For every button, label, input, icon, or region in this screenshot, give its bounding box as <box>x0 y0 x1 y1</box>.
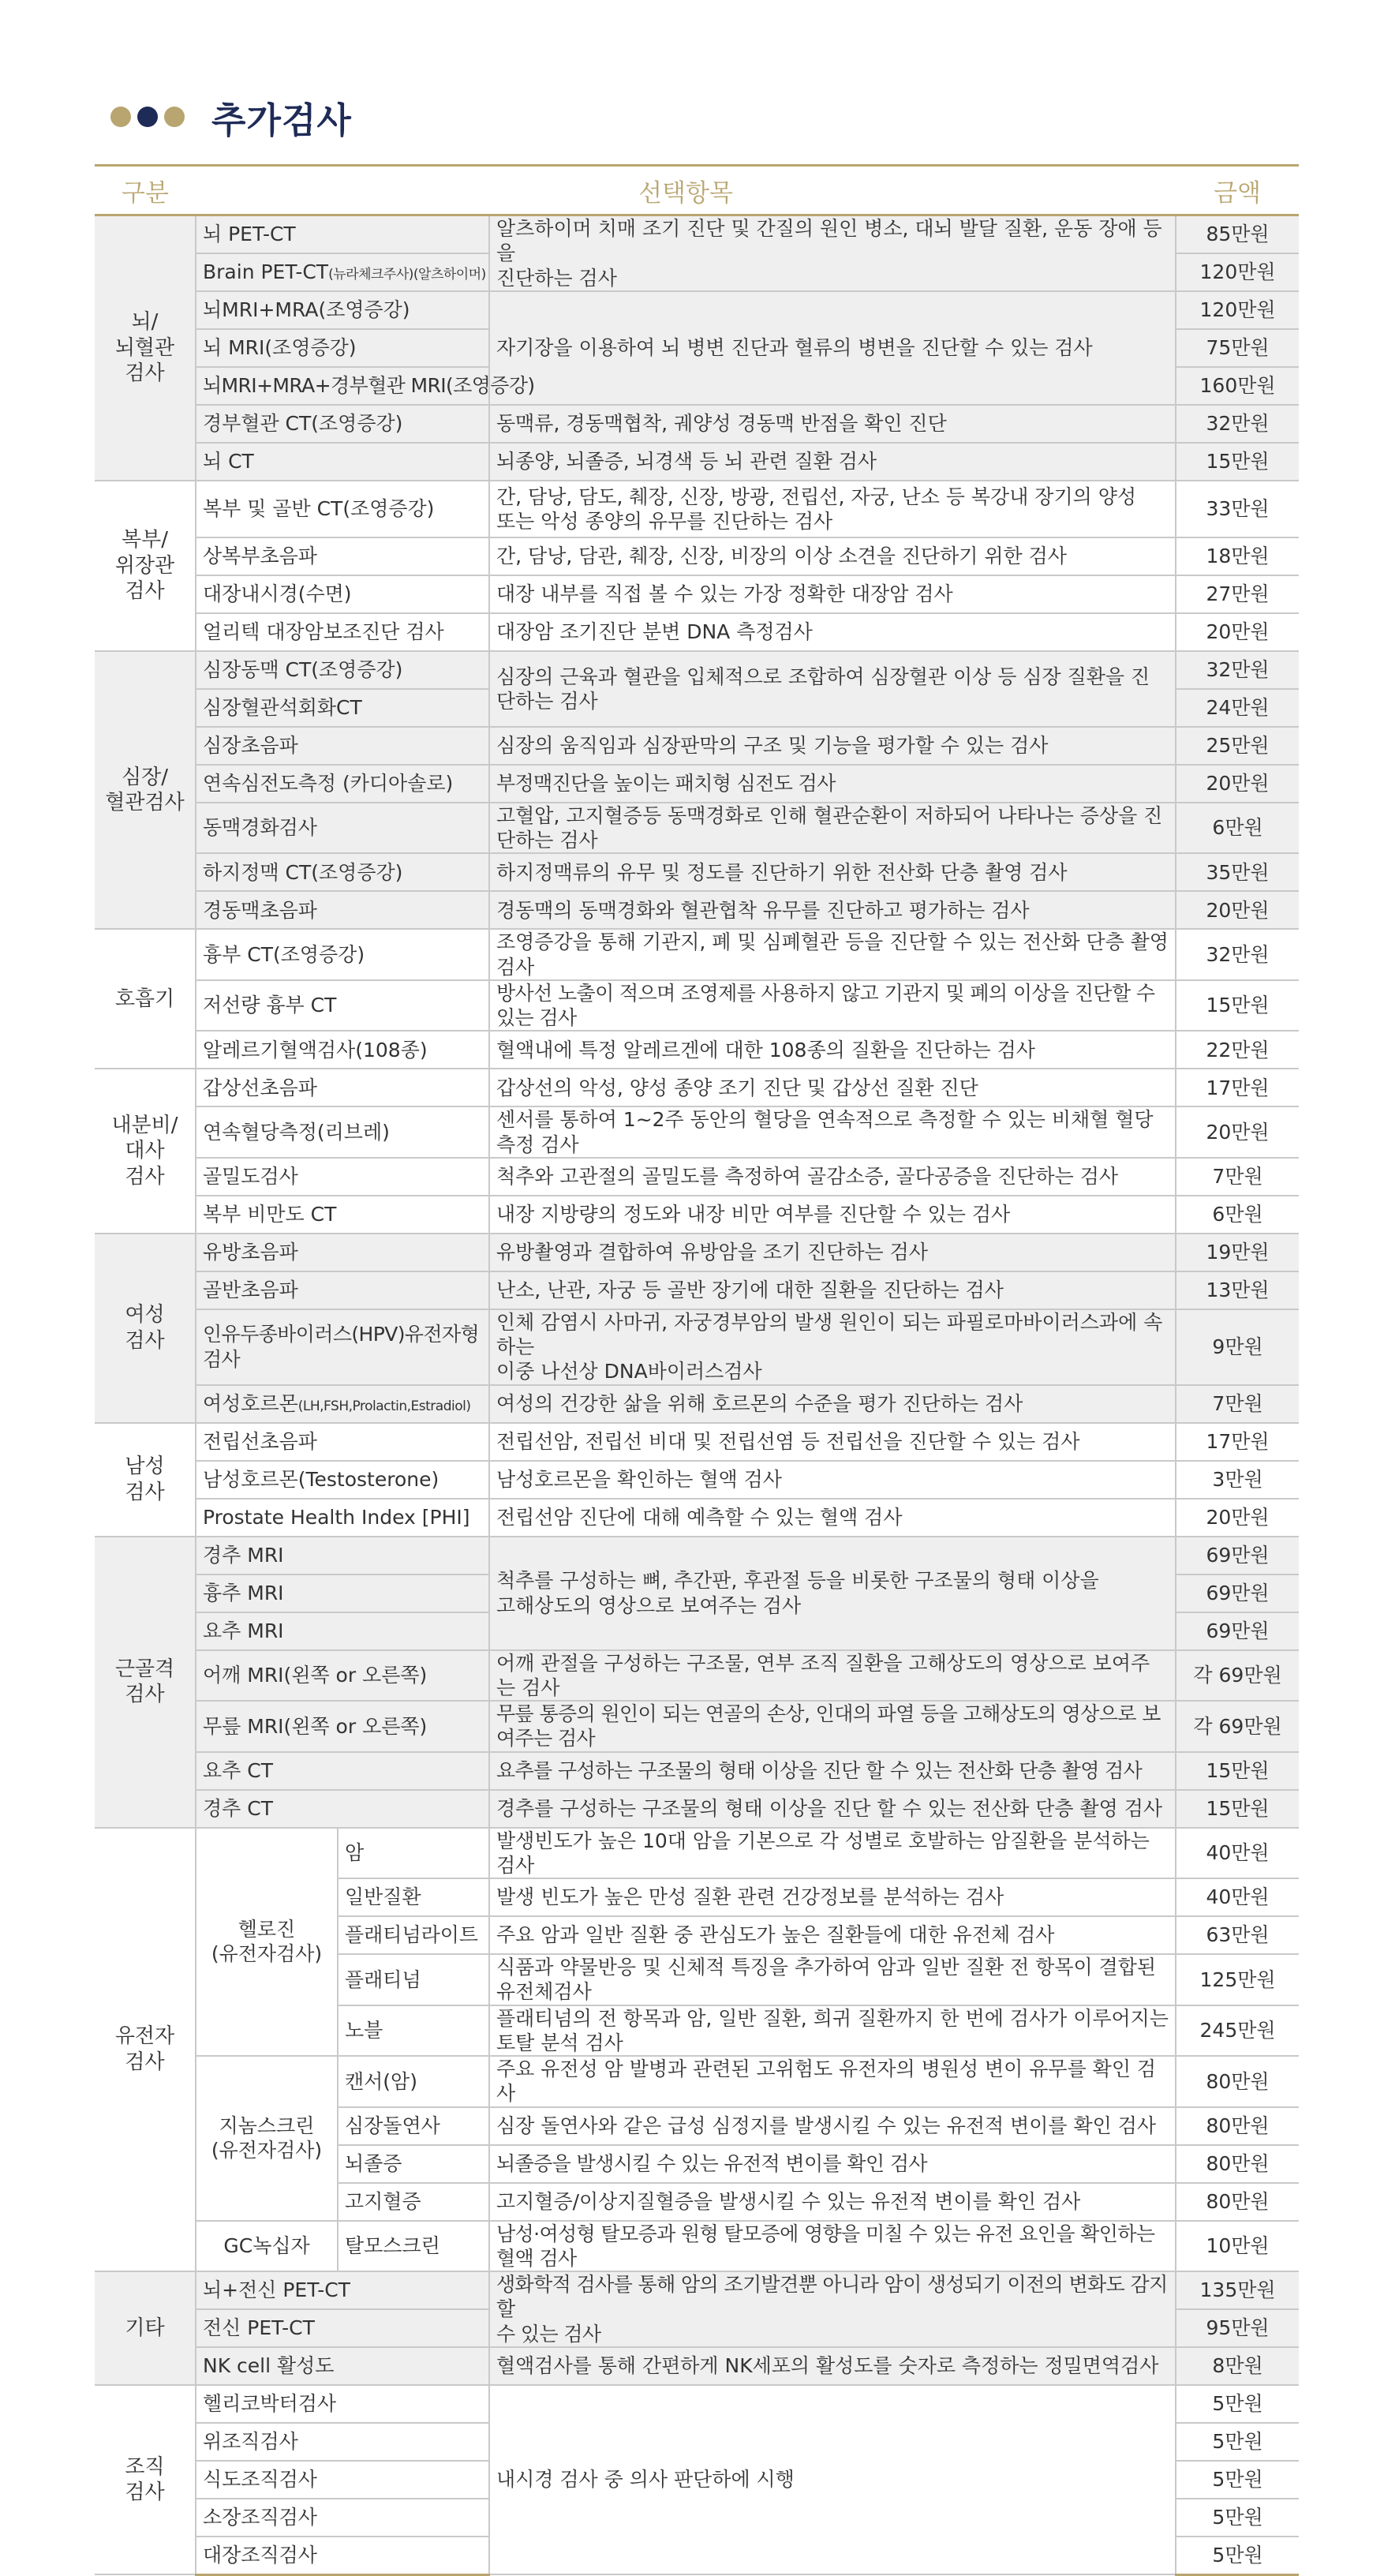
category-cell: 조직 검사 <box>95 2385 196 2574</box>
item-name: 어깨 MRI(왼쪽 or 오른쪽) <box>203 1664 428 1687</box>
item-name: 동맥경화검사 <box>203 816 317 840</box>
table-row <box>95 443 1299 481</box>
table-row <box>95 1790 1299 1828</box>
item-description: 전립선암 진단에 대해 예측할 수 있는 혈액 검사 <box>489 1499 1176 1537</box>
table-row <box>95 1461 1299 1499</box>
price-cell: 80만원 <box>1176 2145 1299 2183</box>
item-name-cell <box>196 1271 489 1309</box>
item-name-cell <box>196 1461 489 1499</box>
item-name-cell <box>196 891 489 929</box>
item-name-cell <box>338 1954 489 2005</box>
price-cell: 17만원 <box>1176 1069 1299 1106</box>
price-cell: 40만원 <box>1176 1828 1299 1879</box>
item-name: 요추 MRI <box>203 1619 284 1642</box>
item-name-cell <box>196 1499 489 1537</box>
item-name-cell <box>196 405 489 443</box>
item-name-cell <box>196 537 489 575</box>
item-name-cell <box>338 1878 489 1916</box>
item-name-cell <box>196 1790 489 1828</box>
item-name-cell <box>196 1196 489 1234</box>
item-name: 갑상선초음파 <box>203 1076 317 1099</box>
item-name-cell <box>338 2107 489 2145</box>
item-name-cell <box>196 1650 489 1702</box>
category-cell: 뇌/ 뇌혈관 검사 <box>95 215 196 481</box>
table-row <box>95 2056 1299 2107</box>
item-name-cell <box>338 1916 489 1954</box>
item-name: 골밀도검사 <box>203 1165 298 1189</box>
price-cell: 7만원 <box>1176 1158 1299 1196</box>
table-row <box>95 1423 1299 1461</box>
price-cell: 5만원 <box>1176 2537 1299 2574</box>
item-description: 인체 감염시 사마귀, 자궁경부암의 발생 원인이 되는 파필로마바이러스과에 속하는 이중 나선상 DNA바이러스검사 <box>489 1309 1176 1385</box>
price-cell: 69만원 <box>1176 1574 1299 1612</box>
table-row <box>95 2385 1299 2423</box>
table-row <box>95 1196 1299 1234</box>
item-name-cell <box>196 2385 489 2423</box>
category-cell: 남성 검사 <box>95 1423 196 1537</box>
item-name-cell <box>196 2309 489 2347</box>
item-name: 암 <box>345 1841 365 1865</box>
category-cell: 기타 <box>95 2271 196 2385</box>
item-name-cell <box>196 1574 489 1612</box>
item-name-note: (LH,FSH,Prolactin,Estradiol) <box>297 1398 471 1414</box>
item-name-cell <box>196 613 489 651</box>
item-description: 척추를 구성하는 뼈, 추간판, 후관절 등을 비롯한 구조물의 형태 이상을 고해상도의 영상으로 보여주는 검사 <box>489 1537 1176 1650</box>
dot-icon <box>110 107 131 127</box>
price-cell: 19만원 <box>1176 1234 1299 1271</box>
item-description: 내장 지방량의 정도와 내장 비만 여부를 진단할 수 있는 검사 <box>489 1196 1176 1234</box>
table-row <box>95 891 1299 929</box>
item-description: 주요 유전성 암 발병과 관련된 고위험도 유전자의 병원성 변이 유무를 확인 검사 <box>489 2056 1176 2107</box>
item-name: Prostate Health Index [PHI] <box>203 1505 470 1529</box>
subcategory-cell: GC녹십자 <box>196 2221 338 2272</box>
price-cell: 20만원 <box>1176 765 1299 803</box>
item-name: 탈모스크린 <box>345 2234 440 2258</box>
price-cell: 6만원 <box>1176 1196 1299 1234</box>
item-name: 흉부 CT(조영증강) <box>203 942 365 966</box>
dot-icon <box>137 107 158 127</box>
price-cell: 69만원 <box>1176 1612 1299 1650</box>
item-name-cell <box>196 1234 489 1271</box>
item-name-cell <box>196 2271 489 2309</box>
item-description: 식품과 약물반응 및 신체적 특징을 추가하여 암과 일반 질환 전 항목이 결합된 유전체검사 <box>489 1954 1176 2005</box>
table-row <box>95 481 1299 537</box>
item-description: 고지혈증/이상지질혈증을 발생시킬 수 있는 유전적 변이를 확인 검사 <box>489 2183 1176 2221</box>
item-description: 생화학적 검사를 통해 암의 조기발견뿐 아니라 암이 생성되기 이전의 변화도 감지할 수 있는 검사 <box>489 2271 1176 2347</box>
item-name-cell <box>338 2183 489 2221</box>
price-cell: 69만원 <box>1176 1537 1299 1574</box>
item-name-cell <box>196 2347 489 2385</box>
item-name-cell <box>196 2537 489 2574</box>
item-name: 남성호르몬(Testosterone) <box>203 1467 440 1491</box>
table-row <box>95 1385 1299 1423</box>
table-row <box>95 803 1299 854</box>
table-row <box>95 291 1299 329</box>
item-name: 헬리코박터검사 <box>203 2392 337 2416</box>
item-description: 뇌종양, 뇌졸증, 뇌경색 등 뇌 관련 질환 검사 <box>489 443 1176 481</box>
price-cell: 160만원 <box>1176 367 1299 405</box>
table-row <box>95 215 1299 253</box>
item-name: 전신 PET-CT <box>203 2316 315 2340</box>
item-description: 부정맥진단을 높이는 패치형 심전도 검사 <box>489 765 1176 803</box>
table-row <box>95 1271 1299 1309</box>
category-cell: 내분비/ 대사 검사 <box>95 1069 196 1234</box>
item-name: 흉추 MRI <box>203 1581 284 1604</box>
item-name-cell <box>338 2145 489 2183</box>
price-cell: 15만원 <box>1176 1790 1299 1828</box>
price-cell: 18만원 <box>1176 537 1299 575</box>
item-name: 뇌+전신 PET-CT <box>203 2278 350 2302</box>
item-name: 뇌졸증 <box>345 2151 402 2175</box>
item-name: 심장혈관석회화CT <box>203 696 362 720</box>
item-description: 뇌졸증을 발생시킬 수 있는 유전적 변이를 확인 검사 <box>489 2145 1176 2183</box>
item-name: 경추 MRI <box>203 1543 284 1567</box>
price-cell: 40만원 <box>1176 1878 1299 1916</box>
item-name: NK cell 활성도 <box>203 2354 335 2378</box>
item-description: 자기장을 이용하여 뇌 병변 진단과 혈류의 병변을 진단할 수 있는 검사 <box>489 291 1176 405</box>
item-name-cell <box>196 1106 489 1158</box>
item-name-cell <box>196 2461 489 2499</box>
category-cell: 복부/ 위장관 검사 <box>95 481 196 651</box>
item-description: 센서를 통하여 1~2주 동안의 혈당을 연속적으로 측정할 수 있는 비채혈 혈당 측정 검사 <box>489 1106 1176 1158</box>
item-description: 방사선 노출이 적으며 조영제를 사용하지 않고 기관지 및 폐의 이상을 진단할 수 있는 검사 <box>489 980 1176 1032</box>
price-cell: 9만원 <box>1176 1309 1299 1385</box>
price-cell: 17만원 <box>1176 1423 1299 1461</box>
item-name: 식도조직검사 <box>203 2468 317 2492</box>
price-cell: 22만원 <box>1176 1031 1299 1069</box>
item-description: 알츠하이머 치매 조기 진단 및 간질의 원인 병소, 대뇌 발달 질환, 운동 장애 등을 진단하는 검사 <box>489 215 1176 291</box>
category-cell: 호흡기 <box>95 929 196 1069</box>
item-description: 대장 내부를 직접 볼 수 있는 가장 정확한 대장암 검사 <box>489 575 1176 613</box>
item-description: 갑상선의 악성, 양성 종양 조기 진단 및 갑상선 질환 진단 <box>489 1069 1176 1106</box>
price-cell: 33만원 <box>1176 481 1299 537</box>
price-cell: 32만원 <box>1176 651 1299 689</box>
item-description: 간, 담낭, 담도, 췌장, 신장, 방광, 전립선, 자궁, 난소 등 복강내 장기의 양성 또는 악성 종양의 유무를 진단하는 검사 <box>489 481 1176 537</box>
item-name-cell <box>196 2499 489 2537</box>
table-row <box>95 980 1299 1032</box>
item-description: 심장의 움직임과 심장판막의 구조 및 기능을 평가할 수 있는 검사 <box>489 727 1176 765</box>
item-name-cell <box>196 1701 489 1752</box>
price-cell: 85만원 <box>1176 215 1299 253</box>
price-cell: 각 69만원 <box>1176 1701 1299 1752</box>
table-row <box>95 1031 1299 1069</box>
item-name-cell <box>196 329 489 367</box>
item-description: 경추를 구성하는 구조물의 형태 이상을 진단 할 수 있는 전산화 단층 촬영 검사 <box>489 1790 1176 1828</box>
item-name: 뇌 PET-CT <box>203 223 296 246</box>
item-name-cell <box>196 2423 489 2461</box>
item-name: 요추 CT <box>203 1758 273 1782</box>
item-name: 하지정맥 CT(조영증강) <box>203 860 403 884</box>
table-row <box>95 1650 1299 1702</box>
item-description: 조영증강을 통해 기관지, 폐 및 심폐혈관 등을 진단할 수 있는 전산화 단층 촬영 검사 <box>489 929 1176 980</box>
table-row <box>95 1499 1299 1537</box>
table-row <box>95 727 1299 765</box>
item-name-cell <box>196 1031 489 1069</box>
item-name-cell <box>196 1612 489 1650</box>
header-category: 구분 <box>122 178 169 208</box>
item-description: 남성호르몬을 확인하는 혈액 검사 <box>489 1461 1176 1499</box>
item-name: 심장동맥 CT(조영증강) <box>203 658 403 682</box>
price-cell: 15만원 <box>1176 980 1299 1032</box>
item-name: 뇌 CT <box>203 450 254 474</box>
item-name: 심장돌연사 <box>345 2114 440 2137</box>
item-description: 혈액검사를 통해 간편하게 NK세포의 활성도를 숫자로 측정하는 정밀면역검사 <box>489 2347 1176 2385</box>
item-name-cell <box>196 651 489 689</box>
item-name-cell <box>196 929 489 980</box>
price-cell: 80만원 <box>1176 2107 1299 2145</box>
price-cell: 6만원 <box>1176 803 1299 854</box>
table-row <box>95 2347 1299 2385</box>
price-cell: 13만원 <box>1176 1271 1299 1309</box>
item-name: 유방초음파 <box>203 1241 298 1264</box>
price-cell: 8만원 <box>1176 2347 1299 2385</box>
item-description: 난소, 난관, 자궁 등 골반 장기에 대한 질환을 진단하는 검사 <box>489 1271 1176 1309</box>
item-description: 전립선암, 전립선 비대 및 전립선염 등 전립선을 진단할 수 있는 검사 <box>489 1423 1176 1461</box>
item-name: Brain PET-CT <box>203 260 329 284</box>
price-cell: 80만원 <box>1176 2056 1299 2107</box>
item-name-note: (뉴라체크주사)(알츠하이머) <box>328 267 486 283</box>
item-description: 유방촬영과 결합하여 유방암을 조기 진단하는 검사 <box>489 1234 1176 1271</box>
table-row <box>95 405 1299 443</box>
item-name-cell <box>196 1158 489 1196</box>
table-row <box>95 853 1299 891</box>
table-row <box>95 537 1299 575</box>
item-description: 내시경 검사 중 의사 판단하에 시행 <box>489 2385 1176 2574</box>
item-name-cell <box>338 2005 489 2057</box>
price-cell: 25만원 <box>1176 727 1299 765</box>
item-description: 주요 암과 일반 질환 중 관심도가 높은 질환들에 대한 유전체 검사 <box>489 1916 1176 1954</box>
dot-icon <box>164 107 185 127</box>
item-name-cell <box>196 1423 489 1461</box>
item-name: 인유두종바이러스(HPV)유전자형 검사 <box>203 1323 480 1371</box>
item-name: 무릎 MRI(왼쪽 or 오른쪽) <box>203 1714 428 1738</box>
table-row <box>95 1752 1299 1790</box>
item-name: 복부 비만도 CT <box>203 1203 337 1226</box>
price-cell: 15만원 <box>1176 443 1299 481</box>
table-row <box>95 929 1299 980</box>
item-name-cell <box>196 803 489 854</box>
item-name: 플래티넘라이트 <box>345 1923 479 1947</box>
page-title: 추가검사 <box>211 99 352 141</box>
price-cell: 120만원 <box>1176 253 1299 291</box>
item-description: 발생 빈도가 높은 만성 질환 관련 건강정보를 분석하는 검사 <box>489 1878 1176 1916</box>
item-name-cell <box>338 1828 489 1879</box>
table-row <box>95 2221 1299 2272</box>
price-cell: 32만원 <box>1176 929 1299 980</box>
price-cell: 7만원 <box>1176 1385 1299 1423</box>
table-header <box>95 166 1299 215</box>
item-description: 고혈압, 고지혈증등 동맥경화로 인해 혈관순환이 저하되어 나타나는 증상을 진단하는 검사 <box>489 803 1176 854</box>
exam-table <box>95 164 1299 2576</box>
item-name: 노블 <box>345 2019 383 2042</box>
item-name: 대장내시경(수면) <box>203 582 352 606</box>
category-cell: 여성 검사 <box>95 1234 196 1423</box>
item-name: 일반질환 <box>345 1885 421 1909</box>
price-cell: 5만원 <box>1176 2461 1299 2499</box>
item-description: 어깨 관절을 구성하는 구조물, 연부 조직 질환을 고해상도의 영상으로 보여주는 검사 <box>489 1650 1176 1702</box>
price-cell: 135만원 <box>1176 2271 1299 2309</box>
table-row <box>95 1537 1299 1574</box>
item-name-cell <box>196 291 489 329</box>
item-name-cell <box>196 443 489 481</box>
table-row <box>95 2271 1299 2309</box>
price-cell: 63만원 <box>1176 1916 1299 1954</box>
price-cell: 20만원 <box>1176 613 1299 651</box>
item-name: 경부혈관 CT(조영증강) <box>203 412 403 436</box>
table-row <box>95 1828 1299 1879</box>
section-header <box>110 93 352 140</box>
item-name: 플래티넘 <box>345 1968 421 1991</box>
item-name-cell <box>338 2221 489 2272</box>
item-name: 고지혈증 <box>345 2189 421 2213</box>
item-name: 위조직검사 <box>203 2430 298 2454</box>
price-cell: 35만원 <box>1176 853 1299 891</box>
subcategory-cell: 헬로진 (유전자검사) <box>196 1828 338 2057</box>
price-cell: 각 69만원 <box>1176 1650 1299 1702</box>
price-cell: 27만원 <box>1176 575 1299 613</box>
price-cell: 5만원 <box>1176 2423 1299 2461</box>
item-name-cell <box>196 853 489 891</box>
item-name-cell <box>196 481 489 537</box>
item-description: 대장암 조기진단 분변 DNA 측정검사 <box>489 613 1176 651</box>
item-description: 하지정맥류의 유무 및 정도를 진단하기 위한 전산화 단층 촬영 검사 <box>489 853 1176 891</box>
price-cell: 20만원 <box>1176 1106 1299 1158</box>
item-description: 플래티넘의 전 항목과 암, 일반 질환, 희귀 질환까지 한 번에 검사가 이루어지는 토탈 분석 검사 <box>489 2005 1176 2057</box>
item-description: 동맥류, 경동맥협착, 궤양성 경동맥 반점을 확인 진단 <box>489 405 1176 443</box>
table-row <box>95 1309 1299 1385</box>
price-cell: 245만원 <box>1176 2005 1299 2057</box>
item-description: 척추와 고관절의 골밀도를 측정하여 골감소증, 골다공증을 진단하는 검사 <box>489 1158 1176 1196</box>
item-description: 요추를 구성하는 구조물의 형태 이상을 진단 할 수 있는 전산화 단층 촬영 검사 <box>489 1752 1176 1790</box>
item-name: 대장조직검사 <box>203 2544 317 2567</box>
item-name: 캔서(암) <box>345 2069 417 2093</box>
price-cell: 20만원 <box>1176 1499 1299 1537</box>
item-description: 여성의 건강한 삶을 위해 호르몬의 수준을 평가 진단하는 검사 <box>489 1385 1176 1423</box>
item-name-cell <box>196 253 489 291</box>
item-name: 얼리텍 대장암보조진단 검사 <box>203 620 444 644</box>
item-name-cell <box>196 1385 489 1423</box>
item-name-cell <box>196 1069 489 1106</box>
price-cell: 3만원 <box>1176 1461 1299 1499</box>
item-name-cell <box>196 575 489 613</box>
header-price: 금액 <box>1214 178 1261 208</box>
category-cell: 근골격 검사 <box>95 1537 196 1828</box>
item-name-cell <box>196 765 489 803</box>
item-name: 연속혈당측정(리브레) <box>203 1120 390 1144</box>
item-name: 경추 CT <box>203 1796 273 1820</box>
table-row <box>95 1234 1299 1271</box>
table-row <box>95 613 1299 651</box>
category-cell: 유전자 검사 <box>95 1828 196 2272</box>
item-description: 간, 담낭, 담관, 췌장, 신장, 비장의 이상 소견을 진단하기 위한 검사 <box>489 537 1176 575</box>
item-name: 뇌MRI+MRA+경부혈관 MRI(조영증강) <box>203 374 535 398</box>
table-body <box>95 215 1299 2575</box>
item-description: 발생빈도가 높은 10대 암을 기본으로 각 성별로 호발하는 암질환을 분석하는 검사 <box>489 1828 1176 1879</box>
item-name-cell <box>196 689 489 727</box>
item-name-cell <box>338 2056 489 2107</box>
item-name: 여성호르몬 <box>203 1391 298 1415</box>
item-description: 심장 돌연사와 같은 급성 심정지를 발생시킬 수 있는 유전적 변이를 확인 검사 <box>489 2107 1176 2145</box>
item-description: 심장의 근육과 혈관을 입체적으로 조합하여 심장혈관 이상 등 심장 질환을 진단하는 검사 <box>489 651 1176 727</box>
price-cell: 95만원 <box>1176 2309 1299 2347</box>
price-cell: 120만원 <box>1176 291 1299 329</box>
price-cell: 20만원 <box>1176 891 1299 929</box>
item-name-cell <box>196 727 489 765</box>
price-cell: 24만원 <box>1176 689 1299 727</box>
item-description: 경동맥의 동맥경화와 혈관협착 유무를 진단하고 평가하는 검사 <box>489 891 1176 929</box>
table-row <box>95 1158 1299 1196</box>
header-item: 선택항목 <box>638 178 733 208</box>
price-cell: 80만원 <box>1176 2183 1299 2221</box>
item-name: 전립선초음파 <box>203 1429 317 1453</box>
price-cell: 32만원 <box>1176 405 1299 443</box>
table-row <box>95 1701 1299 1752</box>
item-name: 연속심전도측정 (카디아솔로) <box>203 772 454 796</box>
item-name: 저선량 흉부 CT <box>203 994 337 1017</box>
item-name: 소장조직검사 <box>203 2506 317 2529</box>
table-row <box>95 1069 1299 1106</box>
table-row <box>95 1106 1299 1158</box>
price-cell: 15만원 <box>1176 1752 1299 1790</box>
price-cell: 75만원 <box>1176 329 1299 367</box>
item-name: 복부 및 골반 CT(조영증강) <box>203 497 435 521</box>
price-cell: 125만원 <box>1176 1954 1299 2005</box>
item-name: 심장초음파 <box>203 734 298 758</box>
item-name-cell <box>196 367 535 405</box>
table-row <box>95 765 1299 803</box>
item-description: 남성·여성형 탈모증과 원형 탈모증에 영향을 미칠 수 있는 유전 요인을 확인하는 혈액 검사 <box>489 2221 1176 2272</box>
item-name: 골반초음파 <box>203 1279 298 1302</box>
item-name-cell <box>196 1537 489 1574</box>
item-name-cell <box>196 215 489 253</box>
item-name: 알레르기혈액검사(108종) <box>203 1038 428 1061</box>
item-name-cell <box>196 980 489 1032</box>
item-name-cell <box>196 1752 489 1790</box>
item-description: 무릎 통증의 원인이 되는 연골의 손상, 인대의 파열 등을 고해상도의 영상으로 보여주는 검사 <box>489 1701 1176 1752</box>
item-name: 뇌 MRI(조영증강) <box>203 336 357 360</box>
category-cell: 심장/ 혈관검사 <box>95 651 196 930</box>
item-name: 상복부초음파 <box>203 545 317 568</box>
item-name-cell <box>196 1309 489 1385</box>
price-cell: 5만원 <box>1176 2385 1299 2423</box>
subcategory-cell: 지놈스크린 (유전자검사) <box>196 2056 338 2221</box>
price-cell: 10만원 <box>1176 2221 1299 2272</box>
table-row <box>95 575 1299 613</box>
table-row <box>95 651 1299 689</box>
item-name: 뇌MRI+MRA(조영증강) <box>203 298 410 322</box>
item-description: 혈액내에 특정 알레르겐에 대한 108종의 질환을 진단하는 검사 <box>489 1031 1176 1069</box>
item-name: 경동맥초음파 <box>203 898 317 922</box>
price-cell: 5만원 <box>1176 2499 1299 2537</box>
